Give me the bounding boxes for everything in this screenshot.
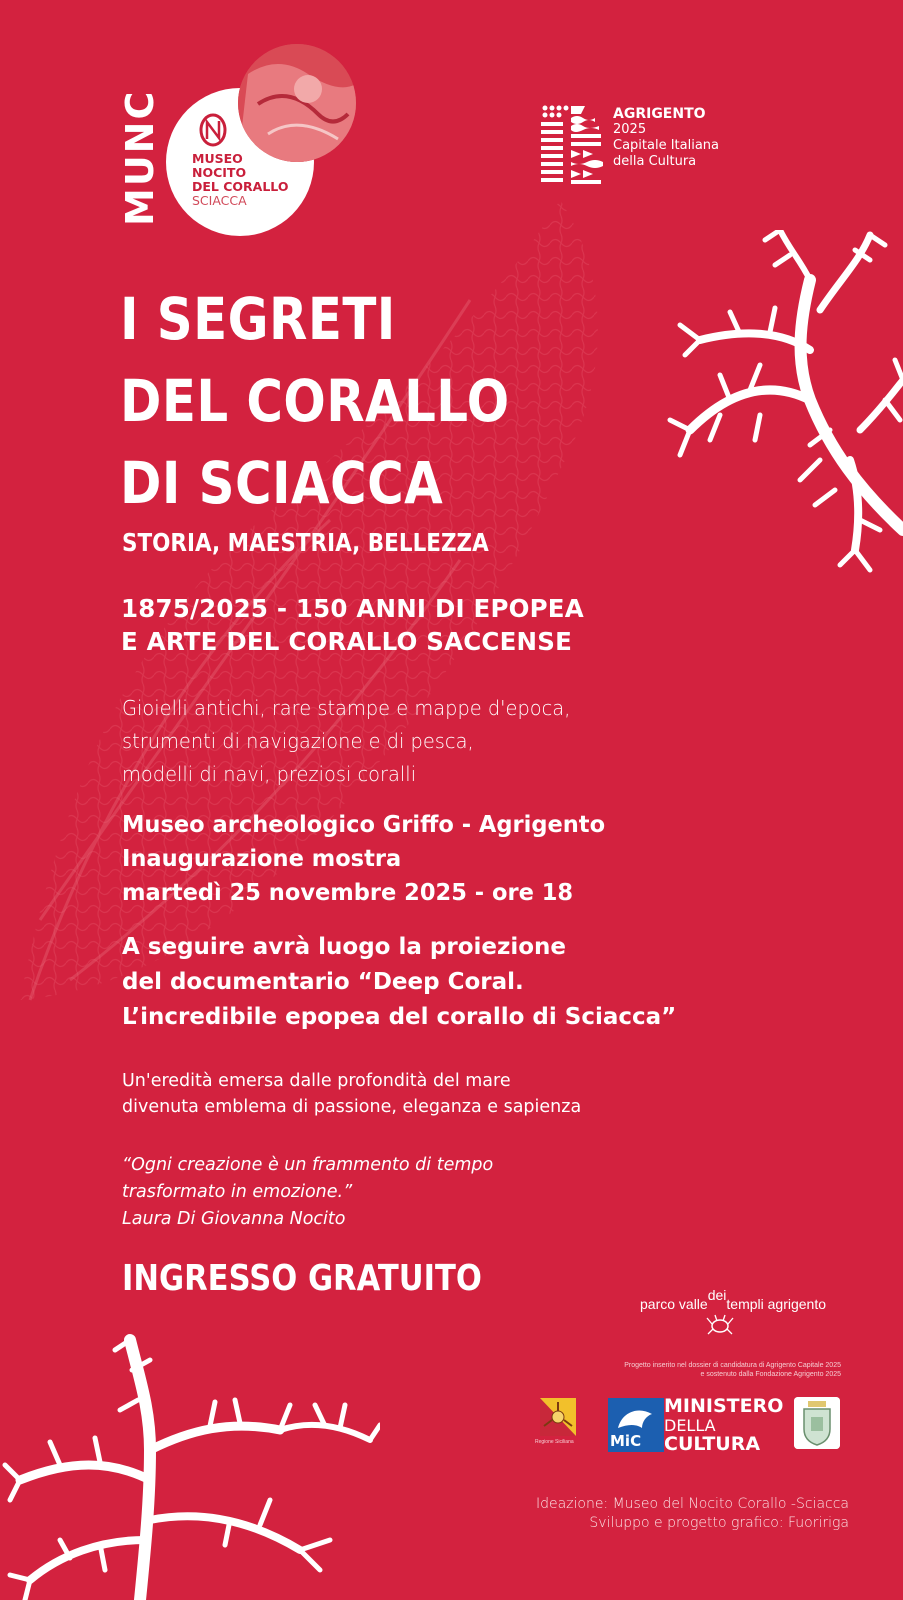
items-line-2: strumenti di navigazione e di pesca,: [122, 729, 474, 753]
parco-valle-templi-logo: [640, 1287, 827, 1312]
museum-name-line-2: NOCITO: [192, 165, 247, 180]
coral-left-illustration: [0, 1330, 380, 1600]
subtitle: STORIA, MAESTRIA, BELLEZZA: [122, 528, 489, 557]
footer-line-1: Ideazione: Museo del Nocito Corallo -Sciacca: [535, 1496, 849, 1512]
heritage-line-1: Un'eredità emersa dalle profondità del mare: [122, 1071, 511, 1091]
documentary-line-2: del documentario “Deep Coral.: [122, 969, 524, 995]
quote-line-1: “Ogni creazione è un frammento di tempo: [122, 1155, 494, 1175]
documentary-line-1: A seguire avrà luogo la proiezione: [122, 934, 567, 960]
title-line-1: I SEGRETI: [120, 285, 396, 353]
parco-text-post: templi agrigento: [726, 1296, 827, 1312]
museum-artwork-image: [238, 44, 356, 162]
items-line-3: modelli di navi, preziosi coralli: [122, 762, 417, 786]
footer-credits: [536, 1495, 849, 1533]
ministero-line-2: DELLA: [664, 1416, 716, 1435]
main-title: [120, 278, 510, 524]
project-note-line-2: e sostenuto dalla Fondazione Agrigento 2025: [700, 1371, 841, 1378]
munc-logotype: MUNC: [118, 89, 162, 226]
heritage-line-2: divenuta emblema di passione, eleganza e sapienza: [122, 1097, 582, 1117]
museum-name-line-1: MUSEO: [192, 151, 243, 166]
mic-label: MiC: [610, 1432, 642, 1450]
title-line-2: DEL CORALLO: [120, 367, 510, 435]
city-crest-icon: [794, 1397, 840, 1449]
museum-city: SCIACCA: [192, 193, 247, 208]
items-line-1: Gioielli antichi, rare stampe e mappe d'epoca,: [122, 696, 571, 720]
exhibit-items: [122, 692, 570, 791]
agrigento-2025-text: [613, 106, 719, 170]
anniversary-line-1: 1875/2025 - 150 ANNI DI EPOPEA: [121, 594, 584, 623]
trinacria-icon: [540, 1398, 576, 1436]
museum-name-line-3: DEL CORALLO: [192, 179, 289, 194]
footer-line-2: Sviluppo e progetto grafico: Fuoririga: [589, 1515, 849, 1531]
event-details: [122, 808, 605, 910]
ministero-line-3: CULTURA: [664, 1433, 761, 1455]
project-note-line-1: Progetto inserito nel dossier di candidatura di Agrigento Capitale 2025: [624, 1362, 841, 1369]
event-venue: Museo archeologico Griffo - Agrigento: [122, 812, 606, 838]
documentary-note: [122, 930, 676, 1035]
title-line-3: DI SCIACCA: [120, 449, 444, 517]
museum-name: [192, 152, 288, 208]
quote-line-2: trasformato in emozione.”: [122, 1182, 353, 1202]
ministero-cultura-text: [664, 1397, 783, 1454]
agrigento-2025-logo-icon: [541, 104, 605, 188]
free-entry-label: INGRESSO GRATUITO: [122, 1258, 482, 1299]
heritage-text: [122, 1068, 581, 1120]
parco-text-pre: parco valle: [640, 1296, 708, 1312]
comune-agrigento-logo: [794, 1397, 840, 1449]
regione-siciliana-logo: [540, 1398, 576, 1436]
anniversary-heading: [121, 592, 584, 658]
anniversary-line-2: E ARTE DEL CORALLO SACCENSE: [121, 627, 573, 656]
quote: [122, 1152, 493, 1233]
project-note: [624, 1361, 841, 1379]
agrigento-line-4: della Cultura: [613, 154, 697, 169]
agrigento-line-3: Capitale Italiana: [613, 138, 720, 153]
event-datetime: martedì 25 novembre 2025 - ore 18: [122, 880, 574, 906]
parco-text-dei: dei: [707, 1287, 727, 1303]
documentary-line-3: L’incredibile epopea del corallo di Sciacca”: [122, 1004, 677, 1030]
parco-crab-icon: [705, 1312, 735, 1338]
ministero-line-1: MINISTERO: [664, 1395, 784, 1417]
agrigento-line-1: AGRIGENTO: [613, 106, 706, 122]
coral-right-illustration: [660, 230, 903, 580]
event-type: Inaugurazione mostra: [122, 846, 402, 872]
agrigento-line-2: 2025: [613, 122, 647, 137]
museum-n-icon: [196, 113, 230, 147]
quote-author: Laura Di Giovanna Nocito: [122, 1209, 346, 1229]
regione-siciliana-label: Regione Siciliana: [535, 1439, 574, 1445]
